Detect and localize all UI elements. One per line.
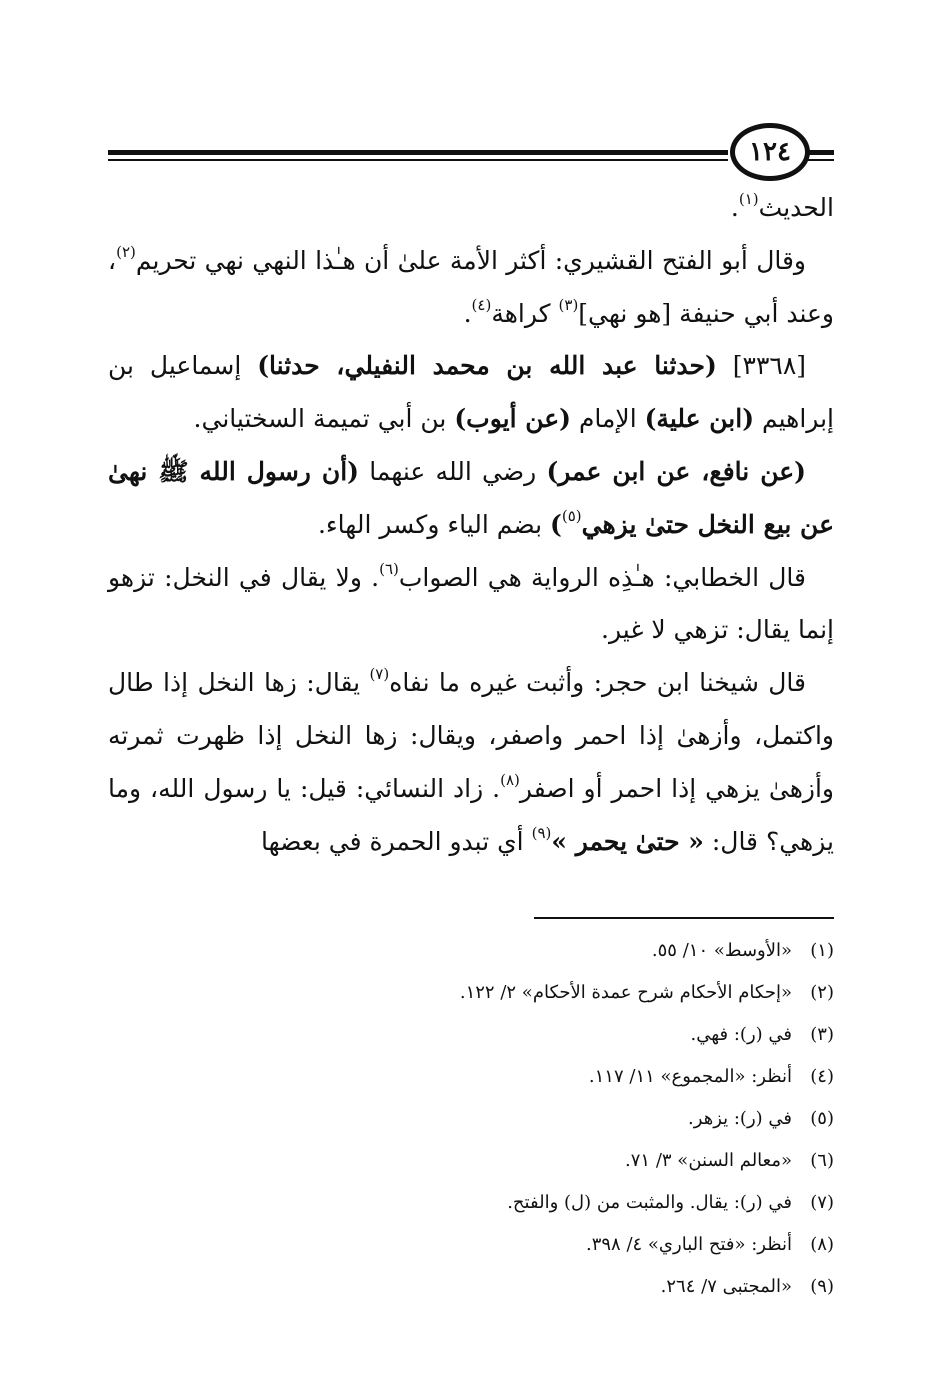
footnote-1 (108, 930, 834, 972)
footnote-number: (٣) (810, 1024, 834, 1045)
footnote-number: (٩) (810, 1276, 834, 1297)
footnote-ref: (٧) (369, 665, 390, 684)
paragraph-4: (عن نافع، عن ابن عمر) رضي الله عنهما (أن رسول الله ﷺ نهىٰ عن بيع النخل حتىٰ يزهي$^{(٥)}$) بضم الياء وكسر الهاء. (108, 456, 834, 539)
footnote-number: (٧) (810, 1192, 834, 1213)
paragraph-3: [٣٣٦٨] (حدثنا عبد الله بن محمد النفيلي، حدثنا) إسماعيل بن إبراهيم (ابن علية) الإمام (عن أيوب) بن أبي تميمة السختياني. (108, 351, 834, 434)
footnote-text: «المجتبى ٧/ ٢٦٤. (660, 1276, 792, 1297)
footnote-ref: (٨) (500, 770, 520, 789)
footnote-number: (٨) (810, 1234, 834, 1255)
footnote-text: في (ر): يقال. والمثبت من (ل) والفتح. (507, 1192, 792, 1213)
footnote-ref: (٩) (531, 823, 552, 842)
header-rule-thick (108, 150, 728, 155)
footnote-ref: (٦) (379, 559, 399, 578)
footnote-separator (534, 917, 834, 919)
footnote-text: في (ر): يزهر. (688, 1108, 792, 1129)
footnote-number: (٥) (810, 1108, 834, 1129)
footnote-5 (108, 1098, 834, 1140)
footnote-number: (٦) (810, 1150, 834, 1171)
footnote-ref: (٥) (561, 506, 582, 525)
footnote-6 (108, 1140, 834, 1182)
footnote-text: «إحكام الأحكام شرح عمدة الأحكام» ٢/ ١٢٢. (459, 982, 792, 1003)
footnote-number: (٢) (810, 982, 834, 1003)
footnote-8 (108, 1224, 834, 1266)
page-number: ١٢٤ (730, 123, 810, 181)
footnote-text: «الأوسط» ١٠/ ٥٥. (651, 940, 792, 961)
footnote-2 (108, 972, 834, 1014)
footnote-text: في (ر): فهي. (690, 1024, 792, 1045)
footnote-ref: (١) (738, 190, 759, 208)
footnote-ref: (٤) (471, 295, 492, 314)
footnote-number: (١) (810, 940, 834, 961)
main-text (108, 182, 834, 868)
footnote-ref: (٢) (116, 242, 136, 261)
footnote-text: أنظر: «فتح الباري» ٤/ ٣٩٨. (585, 1234, 792, 1255)
paragraph-5: قال الخطابي: هـٰذِه الرواية هي الصواب$^{(٦)}$. ولا يقال في النخل: تزهو إنما يقال: تزهي لا غير. (108, 559, 834, 645)
footnote-4 (108, 1056, 834, 1098)
footnote-7 (108, 1182, 834, 1224)
footnote-9 (108, 1266, 834, 1308)
page-header (108, 120, 834, 180)
paragraph-6: قال شيخنا ابن حجر: وأثبت غيره ما نفاه$^{(٧)}$ يقال: زها النخل إذا طال واكتمل، وأزهىٰ إذا احمر واصفر، ويقال: زها النخل إذا ظهرت ثمرته وأزهىٰ يزهي إذا احمر أو اصفر$^{(٨)}$. زاد النسائي: قيل: يا رسول الله، وما يزهي؟ قال: « حتىٰ يحمر »$^{(٩)}$ أي تبدو الحمرة في بعضها (108, 665, 834, 856)
header-rule-thick-right (806, 150, 834, 155)
paragraph-1: الحديث$^{(١)}$. (730, 190, 834, 222)
paragraph-2: وقال أبو الفتح القشيري: أكثر الأمة علىٰ أن هـٰذا النهي نهي تحريم$^{(٢)}$، وعند أبي حنيفة [هو نهي]$^{(٣)}$ كراهة$^{(٤)}$. (108, 242, 834, 328)
footnote-text: أنظر: «المجموع» ١١/ ١١٧. (588, 1066, 792, 1087)
footnote-text: «معالم السنن» ٣/ ٧١. (625, 1150, 792, 1171)
header-rule-thin (108, 159, 728, 161)
header-rule-thin-right (806, 159, 834, 161)
footnote-ref: (٣) (558, 295, 579, 314)
footnotes (108, 930, 834, 1308)
footnote-number: (٤) (810, 1066, 834, 1087)
footnote-3 (108, 1014, 834, 1056)
